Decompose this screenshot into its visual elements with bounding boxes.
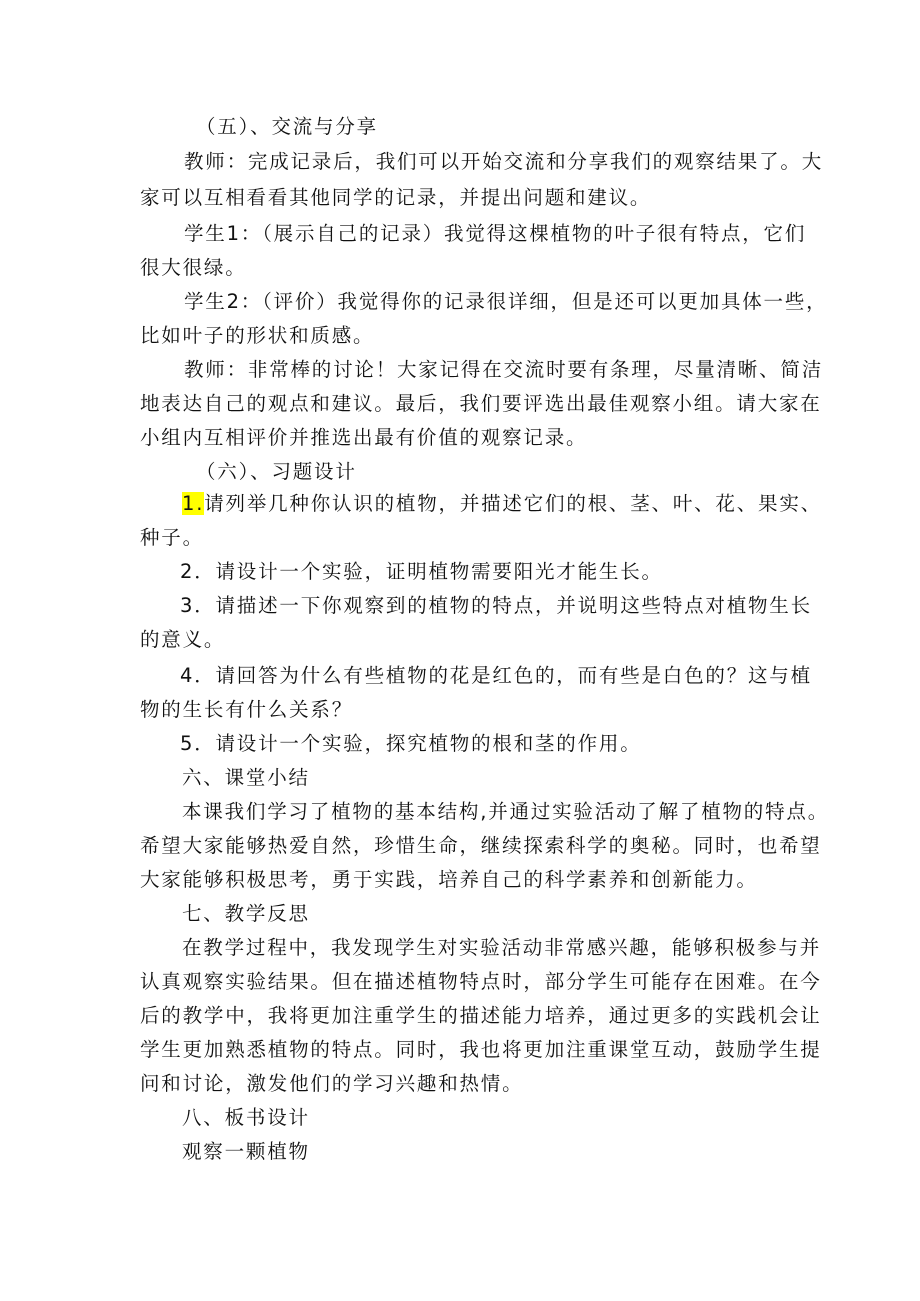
question-1-number-highlight: 1. — [182, 492, 205, 515]
question-4-line-1: 4．请回答为什么有些植物的花是红色的，而有些是白色的？这与植 — [180, 664, 812, 687]
student2-line-2: 比如叶子的形状和质感。 — [140, 324, 375, 347]
student2-line-1: 学生2：（评价）我觉得你的记录很详细，但是还可以更加具体一些， — [184, 290, 828, 313]
section6-heading: （六）、习题设计 — [196, 460, 357, 483]
reflection-line-4: 学生更加熟悉植物的特点。同时，我也将更加注重课堂互动，鼓励学生提 — [140, 1038, 822, 1061]
board-heading: 八、板书设计 — [182, 1106, 310, 1129]
question-1-line-2: 种子。 — [140, 526, 204, 549]
summary-line-3: 大家能够积极思考，勇于实践，培养自己的科学素养和创新能力。 — [140, 868, 758, 891]
teacher2-line-3: 小组内互相评价并推选出最有价值的观察记录。 — [140, 426, 588, 449]
student1-line-2: 很大很绿。 — [140, 256, 247, 279]
question-4-line-2: 物的生长有什么关系？ — [140, 698, 354, 721]
question-2: 2．请设计一个实验，证明植物需要阳光才能生长。 — [180, 560, 663, 583]
question-3-line-1: 3．请描述一下你观察到的植物的特点，并说明这些特点对植物生长 — [180, 594, 812, 617]
section5-heading: （五）、交流与分享 — [196, 115, 378, 138]
question-1-line-1 — [182, 490, 822, 518]
reflection-line-5: 问和讨论，激发他们的学习兴趣和热情。 — [140, 1072, 524, 1095]
summary-line-2: 希望大家能够热爱自然，珍惜生命，继续探索科学的奥秘。同时，也希望 — [140, 834, 822, 857]
teacher2-line-2: 地表达自己的观点和建议。最后，我们要评选出最佳观察小组。请大家在 — [140, 392, 822, 415]
teacher2-line-1: 教师：非常棒的讨论！大家记得在交流时要有条理，尽量清晰、简洁 — [184, 358, 824, 381]
student1-line-1: 学生1：（展示自己的记录）我觉得这棵植物的叶子很有特点，它们 — [184, 222, 807, 245]
question-1-text: 请列举几种你认识的植物，并描述它们的根、茎、叶、花、果实、 — [204, 492, 822, 515]
question-5: 5．请设计一个实验，探究植物的根和茎的作用。 — [180, 732, 642, 755]
reflection-heading: 七、教学反思 — [182, 902, 310, 925]
summary-line-1: 本课我们学习了植物的基本结构,并通过实验活动了解了植物的特点。 — [182, 800, 829, 823]
reflection-line-2: 认真观察实验结果。但在描述植物特点时，部分学生可能存在困难。在今 — [140, 970, 822, 993]
teacher-line-1: 教师：完成记录后，我们可以开始交流和分享我们的观察结果了。大 — [184, 150, 824, 173]
reflection-line-3: 后的教学中，我将更加注重学生的描述能力培养，通过更多的实践机会让 — [140, 1004, 822, 1027]
summary-heading: 六、课堂小结 — [182, 766, 310, 789]
teacher-line-2: 家可以互相看看其他同学的记录，并提出问题和建议。 — [140, 186, 652, 209]
reflection-line-1: 在教学过程中，我发现学生对实验活动非常感兴趣，能够积极参与并 — [182, 936, 822, 959]
question-3-line-2: 的意义。 — [140, 628, 226, 651]
board-title: 观察一颗植物 — [182, 1140, 310, 1163]
